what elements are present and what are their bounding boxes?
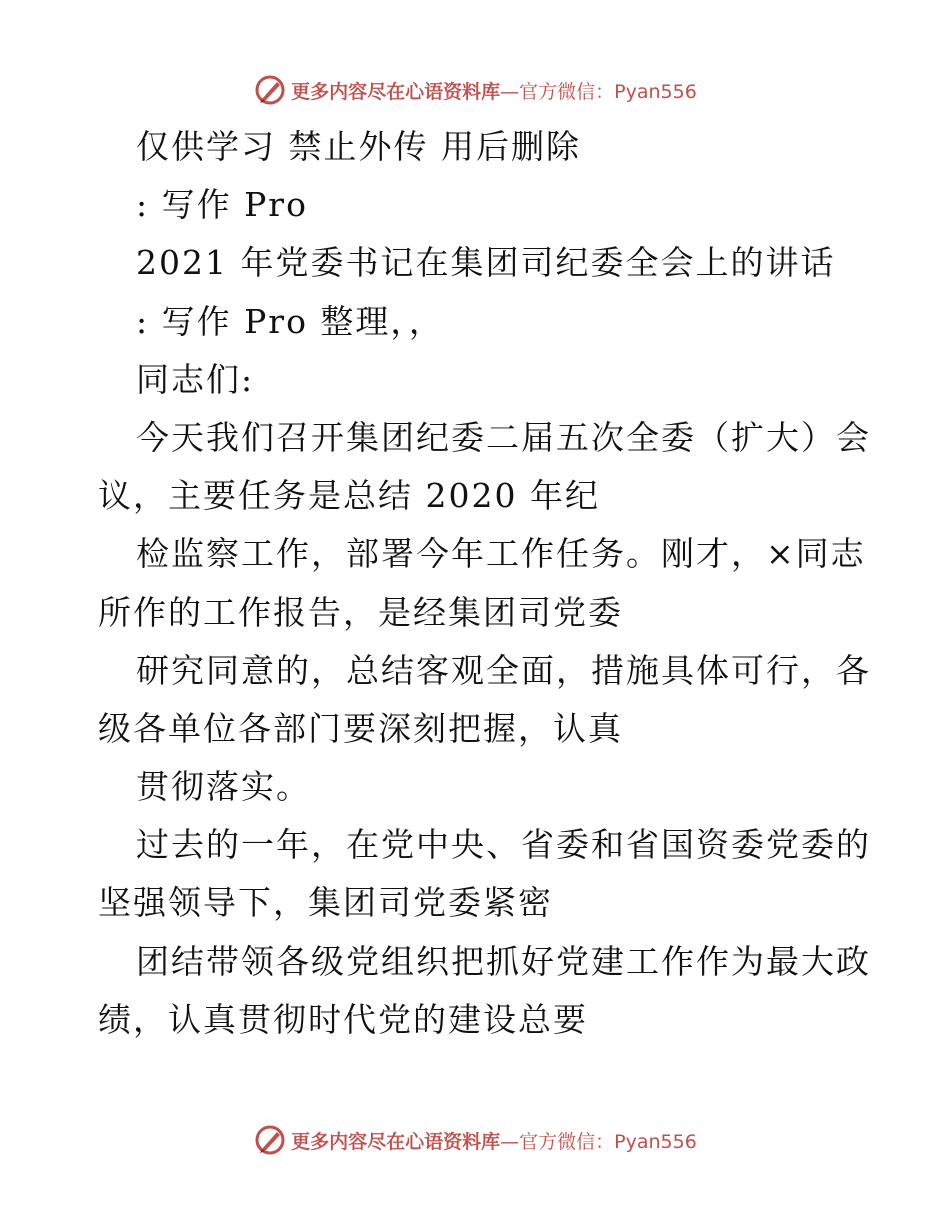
banner-wechat-text: 官方微信：Pyan556 (519, 1130, 697, 1153)
document-line: 级各单位各部门要深刻把握，认真 (98, 708, 623, 748)
document-line: 团结带领各级党组织把抓好党建工作作为最大政 (136, 941, 871, 981)
document-line: 所作的工作报告，是经集团司党委 (98, 592, 623, 632)
document-line: 同志们: (136, 359, 255, 399)
document-line: 绩，认真贯彻时代党的建设总要 (98, 999, 588, 1039)
banner-main-text: 更多内容尽在心语资料库 (291, 1130, 501, 1153)
banner-wechat-text: 官方微信：Pyan556 (519, 80, 697, 103)
document-line: : 写作 Pro (136, 185, 308, 225)
footer-banner (0, 1120, 950, 1160)
banner-dash: — (500, 1130, 520, 1153)
document-line: 研究同意的，总结客观全面，措施具体可行，各 (136, 650, 871, 690)
banner-text (291, 77, 697, 104)
document-line: 贯彻落实。 (136, 767, 311, 807)
banner-main-text: 更多内容尽在心语资料库 (291, 80, 501, 103)
document-line: 议，主要任务是总结 2020 年纪 (98, 476, 600, 516)
document-line: 过去的一年，在党中央、省委和省国资委党委的 (136, 825, 871, 865)
pen-logo-icon (253, 73, 287, 107)
document-line: 2021 年党委书记在集团司纪委全会上的讲话 (136, 243, 836, 283)
banner-text (291, 1127, 697, 1154)
document-line: 仅供学习 禁止外传 用后删除 (136, 127, 581, 166)
header-banner (0, 70, 950, 110)
document-line: 坚强领导下，集团司党委紧密 (98, 883, 553, 923)
document-line: 今天我们召开集团纪委二届五次全委（扩大）会 (136, 417, 871, 457)
pen-logo-icon (253, 1123, 287, 1157)
document-line: : 写作 Pro 整理，， (136, 301, 444, 341)
banner-dash: — (500, 80, 520, 103)
document-body (98, 118, 871, 1049)
document-line: 检监察工作，部署今年工作任务。刚才，×同志 (136, 534, 866, 574)
